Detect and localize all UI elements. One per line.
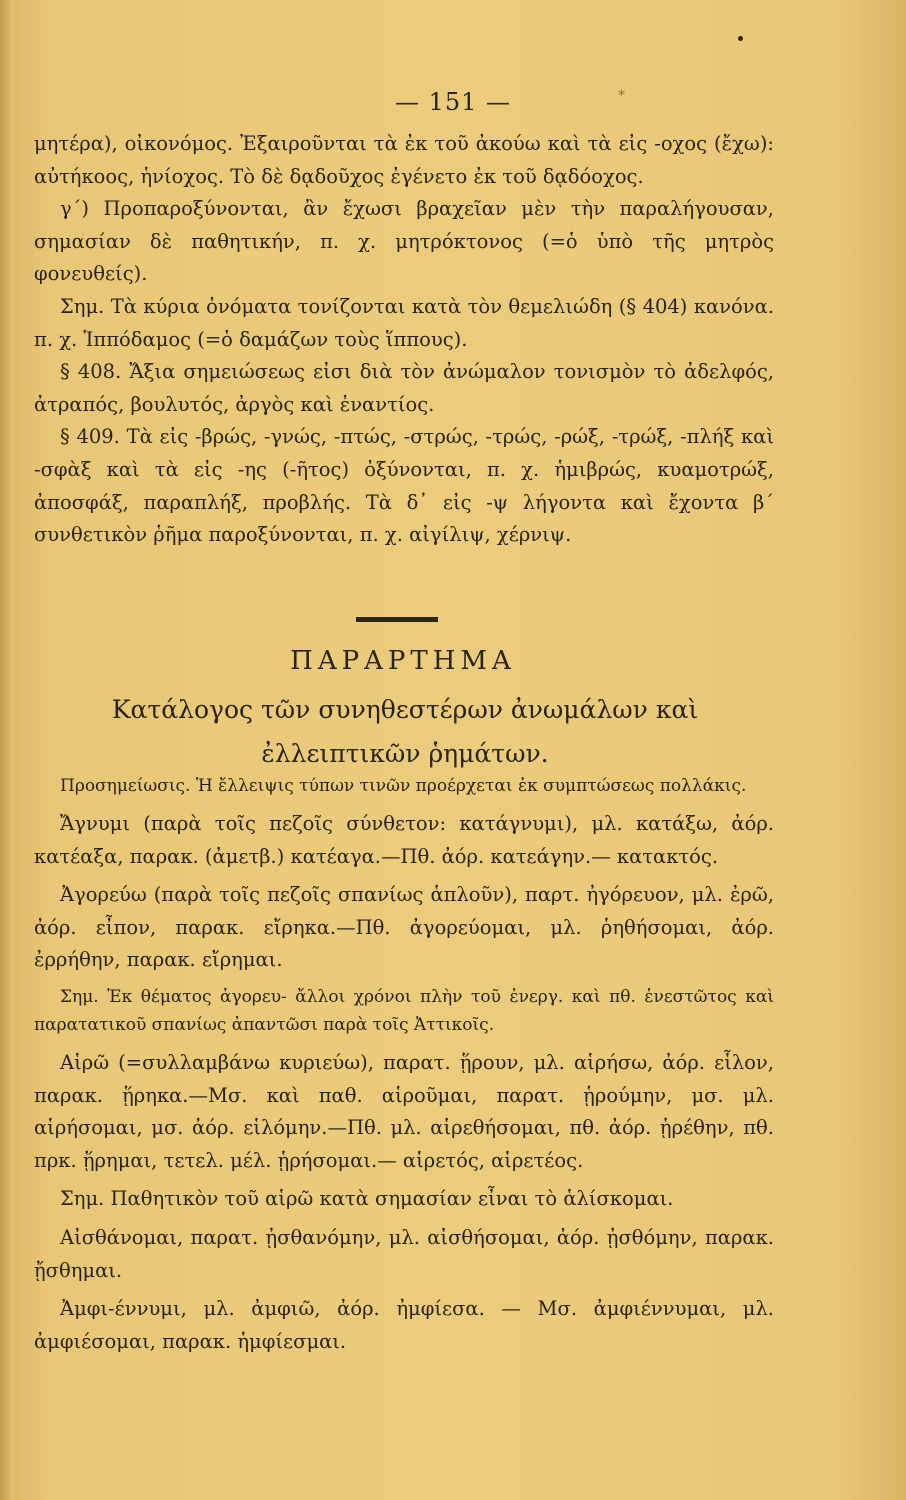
paragraph-note-proper-names: Σημ. Τὰ κύρια ὀνόματα τονίζονται κατὰ τὸν θεμελιώδη (§ 404) κανόνα. π. χ. Ἱππόδαμος (=ὁ δαμάζων τοὺς ἵππους). xyxy=(34,294,774,351)
page-edge xyxy=(0,0,14,1500)
paragraph-section-408: § 408. Ἄξια σημειώσεως εἰσι διὰ τὸν ἀνώμαλον τονισμὸν τὸ ἀδελφός, ἀτραπός, βουλυτός, ἀργὸς καὶ ἐναντίος. xyxy=(34,360,774,416)
appendix-prenote: Προσημείωσις. Ἡ ἔλλειψις τύπων τινῶν προέρχεται ἐκ συμπτώσεως πολλάκις. xyxy=(60,776,747,796)
appendix-text xyxy=(34,772,774,1364)
catalog-title: Κατάλογος τῶν συνηθεστέρων ἀνωμάλων καὶ ἐλλειπτικῶν ῥημάτων. xyxy=(111,695,699,768)
note-agoreuo: Σημ. Ἐκ θέματος ἀγορευ- ἄλλοι χρόνοι πλὴν τοῦ ἐνεργ. καὶ πθ. ἐνεστῶτος καὶ παρατατικοῦ σπανίως ἀπαντῶσι παρὰ τοῖς Ἀττικοῖς. xyxy=(34,986,774,1035)
note-airo: Σημ. Παθητικὸν τοῦ αἱρῶ κατὰ σημασίαν εἶναι τὸ ἁλίσκομαι. xyxy=(60,1187,674,1211)
entry-agoreuo: Ἀγορεύω (παρὰ τοῖς πεζοῖς σπανίως ἁπλοῦν), παρτ. ἠγόρευον, μλ. ἐρῶ, ἀόρ. εἶπον, παρακ. εἴρηκα.—Πθ. ἀγορεύομαι, μλ. ῥηθήσομαι, ἀόρ. ἐρρήθην, παρακ. εἴρημαι. xyxy=(34,883,774,972)
paragraph-rule-gamma: γ´) Προπαροξύνονται, ἂν ἔχωσι βραχεῖαν μὲν τὴν παραλήγουσαν, σημασίαν δὲ παθητικήν, π. χ. μητρόκτονος (=ὁ ὑπὸ τῆς μητρὸς φονευθείς). xyxy=(34,197,774,286)
faint-mark: * xyxy=(618,88,625,104)
entry-aisthanomai: Αἰσθάνομαι, παρατ. ᾐσθανόμην, μλ. αἰσθήσομαι, ἀόρ. ᾐσθόμην, παρακ. ᾔσθημαι. xyxy=(34,1225,774,1282)
entry-airo: Αἱρῶ (=συλλαμβάνω κυριεύω), παρατ. ᾕρουν, μλ. αἱρήσω, ἀόρ. εἷλον, παρακ. ᾕρηκα.—Μσ. καὶ παθ. αἱροῦμαι, παρατ. ᾑρούμην, μσ. μλ. αἱρήσομαι, μσ. ἀόρ. εἱλόμην.—Πθ. μλ. αἱρεθήσομαι, πθ. ἀόρ. ᾑρέθην, πθ. πρκ. ᾕρημαι, τετελ. μέλ. ᾑρήσομαι.— αἱρετός, αἱρετέος. xyxy=(34,1050,774,1172)
section-divider xyxy=(356,617,438,622)
entry-agnymi: Ἄγνυμι (παρὰ τοῖς πεζοῖς σύνθετον: κατάγνυμι), μλ. κατάξω, ἀόρ. κατέαξα, παρακ. (ἀμετβ.) κατέαγα.—Πθ. ἀόρ. κατεάγην.— κατακτός. xyxy=(34,812,774,868)
paragraph-continued: μητέρα), οἰκονόμος. Ἐξαιροῦνται τὰ ἐκ τοῦ ἀκούω καὶ τὰ εἰς -οχος (ἔχω): αὐτήκοος, ἡνίοχος. Τὸ δὲ δᾳδοῦχος ἐγένετο ἐκ τοῦ δᾳδόοχος. xyxy=(34,132,774,188)
body-text xyxy=(34,128,774,552)
entry-amphiennymi: Ἀμφι-έννυμι, μλ. ἀμφιῶ, ἀόρ. ἠμφίεσα. — Μσ. ἀμφιέννυμαι, μλ. ἀμφιέσομαι, παρακ. ἠμφίεσμαι. xyxy=(34,1297,774,1353)
paragraph-section-409: § 409. Τὰ εἰς -βρώς, -γνώς, -πτώς, -στρώς, -τρώς, -ρώξ, -τρώξ, -πλήξ καὶ -σφὰξ καὶ τὰ εἰς -ης (-ῆτος) ὀξύνονται, π. χ. ἡμιβρώς, κυαμοτρώξ, ἀποσφάξ, παραπλήξ, προβλής. Τὰ δ᾽ εἰς -ψ λήγοντα καὶ ἔχοντα β´ συνθετικὸν ῥῆμα παροξύνονται, π. χ. αἰγίλιψ, χέρνιψ. xyxy=(34,425,774,547)
appendix-title: ΠΑΡΑΡΤΗΜΑ xyxy=(290,646,516,676)
ink-dot xyxy=(738,36,743,41)
page-number: — 151 — xyxy=(394,88,512,116)
